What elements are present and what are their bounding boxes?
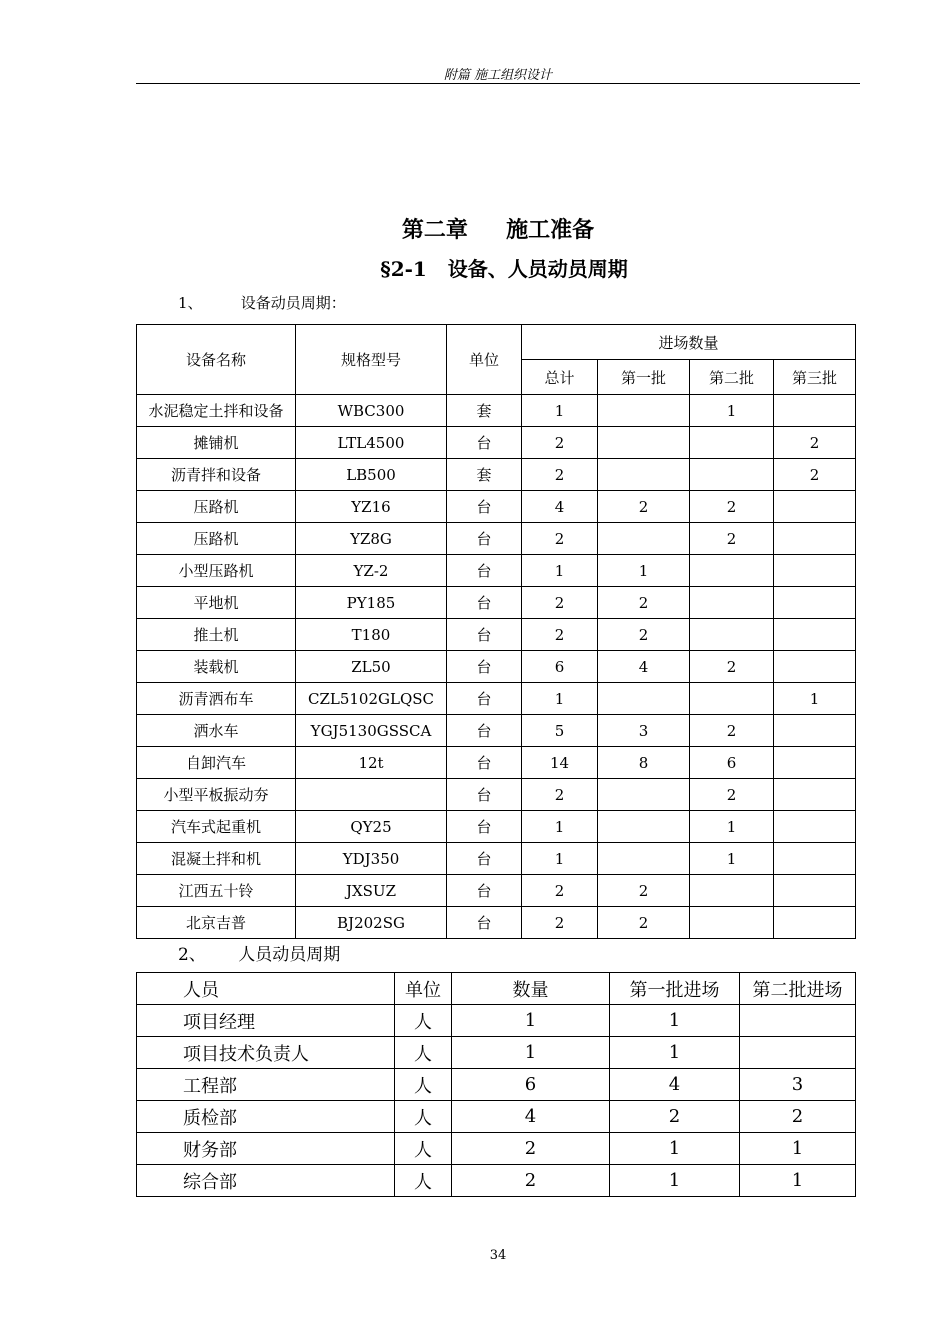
equipment-row — [137, 651, 856, 683]
personnel-qty: 2 — [452, 1133, 610, 1165]
header-rule — [136, 83, 860, 84]
personnel-unit: 人 — [395, 1133, 452, 1165]
equipment-table — [136, 324, 856, 939]
equipment-header-model: 规格型号 — [296, 325, 447, 395]
equipment-batch3 — [774, 491, 856, 523]
personnel-qty: 2 — [452, 1165, 610, 1197]
equipment-name: 自卸汽车 — [137, 747, 296, 779]
equipment-batch2: 2 — [690, 651, 774, 683]
equipment-batch2: 2 — [690, 491, 774, 523]
equipment-header-unit: 单位 — [447, 325, 522, 395]
equipment-batch1: 8 — [598, 747, 690, 779]
equipment-batch2: 2 — [690, 779, 774, 811]
page-number: 34 — [489, 1248, 507, 1263]
personnel-batch1: 4 — [610, 1069, 740, 1101]
equipment-unit: 台 — [447, 747, 522, 779]
equipment-batch2: 2 — [690, 715, 774, 747]
equipment-name: 装载机 — [137, 651, 296, 683]
personnel-batch2: 2 — [740, 1101, 856, 1133]
equipment-row — [137, 619, 856, 651]
personnel-header-role: 人员 — [137, 973, 395, 1005]
equipment-batch2 — [690, 907, 774, 939]
equipment-unit: 台 — [447, 491, 522, 523]
equipment-batch2 — [690, 875, 774, 907]
personnel-unit: 人 — [395, 1037, 452, 1069]
equipment-batch3 — [774, 811, 856, 843]
personnel-row — [137, 1101, 856, 1133]
equipment-batch2: 1 — [690, 843, 774, 875]
personnel-header-qty: 数量 — [452, 973, 610, 1005]
equipment-unit: 台 — [447, 651, 522, 683]
personnel-unit: 人 — [395, 1165, 452, 1197]
equipment-batch1: 2 — [598, 491, 690, 523]
personnel-table — [136, 972, 856, 1197]
equipment-unit: 台 — [447, 811, 522, 843]
personnel-row — [137, 1133, 856, 1165]
equipment-batch3 — [774, 555, 856, 587]
equipment-batch2 — [690, 427, 774, 459]
equipment-batch1 — [598, 523, 690, 555]
equipment-model: LTL4500 — [296, 427, 447, 459]
equipment-row — [137, 715, 856, 747]
equipment-batch1 — [598, 683, 690, 715]
equipment-batch2 — [690, 619, 774, 651]
equipment-batch3 — [774, 875, 856, 907]
equipment-unit: 台 — [447, 907, 522, 939]
personnel-batch1: 1 — [610, 1165, 740, 1197]
personnel-role: 项目经理 — [137, 1005, 395, 1037]
equipment-name: 小型压路机 — [137, 555, 296, 587]
section-title: §2-1 设备、人员动员周期 — [380, 257, 628, 281]
equipment-batch3 — [774, 907, 856, 939]
equipment-batch1 — [598, 395, 690, 427]
equipment-total: 1 — [522, 555, 598, 587]
equipment-unit: 台 — [447, 523, 522, 555]
equipment-header-batch3: 第三批 — [774, 360, 856, 395]
equipment-batch1 — [598, 779, 690, 811]
equipment-unit: 台 — [447, 683, 522, 715]
equipment-total: 2 — [522, 875, 598, 907]
personnel-subtitle-num: 2、 — [178, 945, 206, 965]
equipment-batch1: 2 — [598, 875, 690, 907]
equipment-batch3 — [774, 779, 856, 811]
equipment-row — [137, 523, 856, 555]
equipment-header-total: 总计 — [522, 360, 598, 395]
equipment-total: 2 — [522, 779, 598, 811]
personnel-batch2 — [740, 1005, 856, 1037]
equipment-unit: 套 — [447, 395, 522, 427]
equipment-batch3 — [774, 715, 856, 747]
equipment-model: CZL5102GLQSC — [296, 683, 447, 715]
chapter-title: 第二章 施工准备 — [401, 217, 595, 243]
equipment-total: 2 — [522, 523, 598, 555]
equipment-row — [137, 875, 856, 907]
equipment-name: 摊铺机 — [137, 427, 296, 459]
personnel-qty: 1 — [452, 1037, 610, 1069]
equipment-model: YZ8G — [296, 523, 447, 555]
equipment-batch3 — [774, 651, 856, 683]
equipment-total: 1 — [522, 811, 598, 843]
personnel-unit: 人 — [395, 1101, 452, 1133]
equipment-row — [137, 747, 856, 779]
equipment-row — [137, 843, 856, 875]
equipment-batch1: 3 — [598, 715, 690, 747]
equipment-batch3: 2 — [774, 427, 856, 459]
personnel-batch1: 2 — [610, 1101, 740, 1133]
equipment-model: YZ-2 — [296, 555, 447, 587]
equipment-total: 2 — [522, 619, 598, 651]
personnel-header-batch1: 第一批进场 — [610, 973, 740, 1005]
personnel-qty: 4 — [452, 1101, 610, 1133]
equipment-batch3 — [774, 843, 856, 875]
equipment-batch1 — [598, 811, 690, 843]
personnel-role: 综合部 — [137, 1165, 395, 1197]
equipment-batch1 — [598, 459, 690, 491]
personnel-header-batch2: 第二批进场 — [740, 973, 856, 1005]
equipment-subtitle-text: 设备动员周期： — [240, 294, 346, 312]
equipment-unit: 台 — [447, 715, 522, 747]
equipment-model — [296, 779, 447, 811]
equipment-batch2: 2 — [690, 523, 774, 555]
personnel-unit: 人 — [395, 1005, 452, 1037]
equipment-batch3: 2 — [774, 459, 856, 491]
personnel-batch2: 1 — [740, 1165, 856, 1197]
equipment-batch1 — [598, 427, 690, 459]
personnel-batch2: 3 — [740, 1069, 856, 1101]
equipment-row — [137, 907, 856, 939]
equipment-batch3 — [774, 747, 856, 779]
equipment-total: 1 — [522, 395, 598, 427]
equipment-unit: 台 — [447, 779, 522, 811]
equipment-name: 北京吉普 — [137, 907, 296, 939]
equipment-total: 2 — [522, 587, 598, 619]
equipment-total: 4 — [522, 491, 598, 523]
equipment-row — [137, 395, 856, 427]
equipment-batch3: 1 — [774, 683, 856, 715]
equipment-model: T180 — [296, 619, 447, 651]
equipment-name: 水泥稳定土拌和设备 — [137, 395, 296, 427]
equipment-total: 2 — [522, 907, 598, 939]
equipment-model: YZ16 — [296, 491, 447, 523]
equipment-unit: 台 — [447, 555, 522, 587]
equipment-model: WBC300 — [296, 395, 447, 427]
equipment-name: 小型平板振动夯 — [137, 779, 296, 811]
equipment-name: 沥青洒布车 — [137, 683, 296, 715]
equipment-model: PY185 — [296, 587, 447, 619]
equipment-header-batch2: 第二批 — [690, 360, 774, 395]
equipment-model: YGJ5130GSSCA — [296, 715, 447, 747]
equipment-batch2 — [690, 587, 774, 619]
equipment-batch3 — [774, 587, 856, 619]
equipment-row — [137, 555, 856, 587]
equipment-batch1 — [598, 843, 690, 875]
personnel-batch2 — [740, 1037, 856, 1069]
personnel-subtitle-text: 人员动员周期 — [238, 945, 341, 965]
equipment-batch1: 2 — [598, 907, 690, 939]
equipment-unit: 台 — [447, 587, 522, 619]
equipment-model: ZL50 — [296, 651, 447, 683]
equipment-name: 混凝土拌和机 — [137, 843, 296, 875]
equipment-model: JXSUZ — [296, 875, 447, 907]
equipment-row — [137, 587, 856, 619]
equipment-batch1: 1 — [598, 555, 690, 587]
equipment-model: YDJ350 — [296, 843, 447, 875]
equipment-row — [137, 683, 856, 715]
equipment-unit: 台 — [447, 875, 522, 907]
personnel-row — [137, 1069, 856, 1101]
equipment-subtitle-num: 1、 — [178, 294, 203, 312]
equipment-total: 5 — [522, 715, 598, 747]
personnel-batch1: 1 — [610, 1037, 740, 1069]
equipment-row — [137, 491, 856, 523]
personnel-role: 财务部 — [137, 1133, 395, 1165]
equipment-batch2 — [690, 555, 774, 587]
equipment-name: 平地机 — [137, 587, 296, 619]
equipment-model: QY25 — [296, 811, 447, 843]
equipment-header-group: 进场数量 — [522, 325, 856, 360]
equipment-batch2: 1 — [690, 811, 774, 843]
personnel-qty: 6 — [452, 1069, 610, 1101]
equipment-batch1: 4 — [598, 651, 690, 683]
personnel-row — [137, 1037, 856, 1069]
equipment-row — [137, 811, 856, 843]
equipment-model: BJ202SG — [296, 907, 447, 939]
equipment-batch2: 1 — [690, 395, 774, 427]
equipment-batch3 — [774, 619, 856, 651]
equipment-row — [137, 459, 856, 491]
personnel-subtitle — [178, 940, 340, 965]
equipment-unit: 台 — [447, 619, 522, 651]
equipment-total: 6 — [522, 651, 598, 683]
personnel-batch1: 1 — [610, 1005, 740, 1037]
personnel-row — [137, 1165, 856, 1197]
equipment-name: 压路机 — [137, 491, 296, 523]
equipment-batch3 — [774, 395, 856, 427]
equipment-row — [137, 779, 856, 811]
equipment-model: 12t — [296, 747, 447, 779]
equipment-header-batch1: 第一批 — [598, 360, 690, 395]
personnel-role: 项目技术负责人 — [137, 1037, 395, 1069]
equipment-total: 2 — [522, 427, 598, 459]
equipment-batch2 — [690, 459, 774, 491]
equipment-name: 沥青拌和设备 — [137, 459, 296, 491]
personnel-header-unit: 单位 — [395, 973, 452, 1005]
personnel-qty: 1 — [452, 1005, 610, 1037]
equipment-total: 1 — [522, 843, 598, 875]
equipment-name: 汽车式起重机 — [137, 811, 296, 843]
equipment-batch3 — [774, 523, 856, 555]
equipment-model: LB500 — [296, 459, 447, 491]
equipment-subtitle — [178, 292, 346, 313]
equipment-total: 1 — [522, 683, 598, 715]
personnel-batch2: 1 — [740, 1133, 856, 1165]
equipment-unit: 台 — [447, 427, 522, 459]
personnel-batch1: 1 — [610, 1133, 740, 1165]
equipment-name: 压路机 — [137, 523, 296, 555]
equipment-name: 推土机 — [137, 619, 296, 651]
equipment-unit: 台 — [447, 843, 522, 875]
equipment-batch2: 6 — [690, 747, 774, 779]
equipment-batch1: 2 — [598, 619, 690, 651]
equipment-batch1: 2 — [598, 587, 690, 619]
equipment-name: 洒水车 — [137, 715, 296, 747]
personnel-role: 工程部 — [137, 1069, 395, 1101]
equipment-unit: 套 — [447, 459, 522, 491]
personnel-role: 质检部 — [137, 1101, 395, 1133]
page-header: 附篇 施工组织设计 — [443, 68, 553, 83]
personnel-row — [137, 1005, 856, 1037]
personnel-unit: 人 — [395, 1069, 452, 1101]
equipment-total: 2 — [522, 459, 598, 491]
equipment-total: 14 — [522, 747, 598, 779]
equipment-name: 江西五十铃 — [137, 875, 296, 907]
equipment-batch2 — [690, 683, 774, 715]
equipment-header-name: 设备名称 — [137, 325, 296, 395]
equipment-row — [137, 427, 856, 459]
